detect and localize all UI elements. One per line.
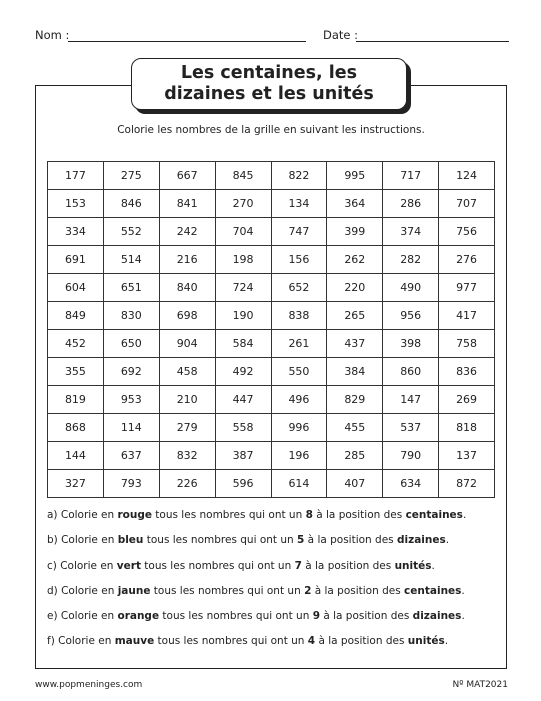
grid-cell[interactable]: 724 (215, 274, 271, 302)
task-color: rouge (117, 509, 152, 521)
grid-cell[interactable]: 758 (439, 330, 495, 358)
grid-cell[interactable]: 137 (439, 442, 495, 470)
grid-cell[interactable]: 819 (48, 386, 104, 414)
task-mid: tous les nombres qui ont un (140, 559, 295, 572)
grid-cell[interactable]: 838 (271, 302, 327, 330)
task-prefix: c) Colorie en (47, 559, 117, 572)
task-color: vert (116, 559, 141, 572)
grid-cell[interactable]: 458 (159, 358, 215, 386)
grid-cell[interactable]: 355 (48, 358, 104, 386)
task-position: unités (407, 635, 445, 648)
grid-cell[interactable]: 860 (383, 358, 439, 386)
grid-cell[interactable]: 447 (215, 386, 271, 414)
grid-cell[interactable]: 216 (159, 246, 215, 274)
title-box (131, 58, 407, 110)
task-digit: 8 (305, 509, 313, 521)
grid-cell[interactable]: 840 (159, 274, 215, 302)
grid-cell[interactable]: 124 (439, 162, 495, 190)
task-position: dizaines (397, 534, 446, 547)
task-item (47, 560, 497, 585)
grid-cell[interactable]: 437 (327, 330, 383, 358)
grid-cell[interactable]: 275 (103, 162, 159, 190)
grid-cell[interactable]: 692 (103, 358, 159, 386)
task-color: orange (117, 610, 160, 623)
task-position: dizaines (412, 610, 462, 623)
grid-cell[interactable]: 399 (327, 218, 383, 246)
grid-row (48, 386, 495, 414)
grid-row (48, 414, 495, 442)
task-position: centaines (404, 584, 462, 597)
task-color: bleu (117, 534, 144, 547)
grid-cell[interactable]: 747 (271, 218, 327, 246)
grid-row (48, 442, 495, 470)
grid-cell[interactable]: 242 (159, 218, 215, 246)
task-digit: 7 (294, 559, 302, 572)
grid-row (48, 358, 495, 386)
grid-cell[interactable]: 417 (439, 302, 495, 330)
grid-cell[interactable]: 537 (383, 414, 439, 442)
grid-cell[interactable]: 177 (48, 162, 104, 190)
grid-cell[interactable]: 836 (439, 358, 495, 386)
grid-cell[interactable]: 265 (327, 302, 383, 330)
grid-cell[interactable]: 114 (103, 414, 159, 442)
grid-cell[interactable]: 584 (215, 330, 271, 358)
grid-cell[interactable]: 384 (327, 358, 383, 386)
task-mid2: à la position des (315, 635, 408, 648)
grid-cell[interactable]: 756 (439, 218, 495, 246)
task-end: . (461, 584, 465, 597)
grid-cell[interactable]: 144 (48, 442, 104, 470)
grid-row (48, 218, 495, 246)
grid-cell[interactable]: 956 (383, 302, 439, 330)
number-grid (47, 161, 495, 498)
grid-cell[interactable]: 667 (159, 162, 215, 190)
grid-row (48, 330, 495, 358)
task-position: centaines (405, 509, 463, 521)
grid-cell[interactable]: 832 (159, 442, 215, 470)
task-item (47, 585, 497, 610)
grid-cell[interactable]: 398 (383, 330, 439, 358)
task-end: . (444, 635, 449, 648)
name-label: Nom : (35, 28, 70, 42)
task-mid: tous les nombres qui ont un (154, 635, 308, 648)
grid-cell[interactable]: 634 (383, 470, 439, 498)
task-end: . (461, 610, 465, 623)
task-color: mauve (114, 635, 155, 648)
task-digit: 5 (297, 534, 305, 547)
grid-cell[interactable]: 550 (271, 358, 327, 386)
grid-cell[interactable]: 490 (383, 274, 439, 302)
grid-cell[interactable]: 374 (383, 218, 439, 246)
grid-cell[interactable]: 868 (48, 414, 104, 442)
grid-row (48, 162, 495, 190)
task-mid2: à la position des (320, 610, 413, 623)
instructions-text: Colorie les nombres de la grille en suivant les instructions. (117, 124, 425, 136)
footer-website: www.popmeninges.com (35, 680, 143, 690)
task-item (47, 509, 497, 534)
task-mid: tous les nombres qui ont un (150, 584, 305, 597)
grid-cell[interactable]: 698 (159, 302, 215, 330)
grid-row (48, 190, 495, 218)
grid-cell[interactable]: 364 (327, 190, 383, 218)
grid-cell[interactable]: 830 (103, 302, 159, 330)
grid-cell[interactable]: 134 (271, 190, 327, 218)
grid-cell[interactable]: 558 (215, 414, 271, 442)
grid-cell[interactable]: 282 (383, 246, 439, 274)
grid-cell[interactable]: 707 (439, 190, 495, 218)
grid-cell[interactable]: 276 (439, 246, 495, 274)
grid-cell[interactable]: 492 (215, 358, 271, 386)
grid-cell[interactable]: 846 (103, 190, 159, 218)
footer-code: Nº MAT2021 (452, 680, 508, 690)
grid-cell[interactable]: 279 (159, 414, 215, 442)
task-position: unités (394, 559, 432, 572)
task-item (47, 635, 497, 660)
task-prefix: f) Colorie en (47, 635, 115, 648)
grid-cell[interactable]: 147 (383, 386, 439, 414)
grid-cell[interactable]: 650 (103, 330, 159, 358)
task-mid: tous les nombres qui ont un (159, 610, 313, 623)
grid-cell[interactable]: 286 (383, 190, 439, 218)
task-list (47, 509, 497, 661)
grid-cell[interactable]: 514 (103, 246, 159, 274)
grid-cell[interactable]: 953 (103, 386, 159, 414)
task-digit: 2 (304, 584, 312, 597)
grid-cell[interactable]: 190 (215, 302, 271, 330)
task-mid2: à la position des (301, 559, 395, 572)
name-line[interactable] (68, 41, 306, 42)
grid-cell[interactable]: 822 (271, 162, 327, 190)
task-mid2: à la position des (311, 584, 405, 597)
task-mid: tous les nombres qui ont un (143, 534, 298, 547)
grid-row (48, 274, 495, 302)
task-mid2: à la position des (304, 534, 397, 547)
grid-cell[interactable]: 872 (439, 470, 495, 498)
grid-cell[interactable]: 153 (48, 190, 104, 218)
grid-cell[interactable]: 704 (215, 218, 271, 246)
grid-cell[interactable]: 691 (48, 246, 104, 274)
date-label: Date : (323, 28, 359, 42)
grid-cell[interactable]: 637 (103, 442, 159, 470)
grid-cell[interactable]: 845 (215, 162, 271, 190)
task-end: . (445, 534, 450, 547)
task-color: jaune (117, 584, 151, 597)
task-mid2: à la position des (312, 509, 406, 521)
grid-cell[interactable]: 452 (48, 330, 104, 358)
grid-cell[interactable]: 651 (103, 274, 159, 302)
task-mid: tous les nombres qui ont un (151, 509, 306, 521)
grid-cell[interactable]: 270 (215, 190, 271, 218)
grid-row (48, 302, 495, 330)
grid-cell[interactable]: 269 (439, 386, 495, 414)
grid-cell[interactable]: 829 (327, 386, 383, 414)
grid-cell[interactable]: 210 (159, 386, 215, 414)
grid-cell[interactable]: 334 (48, 218, 104, 246)
task-item (47, 534, 497, 559)
grid-row (48, 246, 495, 274)
grid-cell[interactable]: 841 (159, 190, 215, 218)
grid-cell[interactable]: 995 (327, 162, 383, 190)
grid-cell[interactable]: 226 (159, 470, 215, 498)
grid-cell[interactable]: 904 (159, 330, 215, 358)
page-title: Les centaines, les dizaines et les unités (164, 63, 374, 104)
grid-cell[interactable]: 407 (327, 470, 383, 498)
grid-cell[interactable]: 552 (103, 218, 159, 246)
task-item (47, 610, 497, 635)
grid-cell[interactable]: 198 (215, 246, 271, 274)
grid-cell[interactable]: 285 (327, 442, 383, 470)
task-digit: 9 (312, 610, 320, 623)
date-line[interactable] (356, 41, 509, 42)
grid-cell[interactable]: 652 (271, 274, 327, 302)
task-end: . (431, 559, 435, 572)
grid-cell[interactable]: 717 (383, 162, 439, 190)
grid-cell[interactable]: 790 (383, 442, 439, 470)
grid-cell[interactable]: 196 (271, 442, 327, 470)
grid-cell[interactable]: 496 (271, 386, 327, 414)
task-prefix: b) Colorie en (47, 534, 118, 547)
grid-cell[interactable]: 849 (48, 302, 104, 330)
grid-cell[interactable]: 387 (215, 442, 271, 470)
grid-cell[interactable]: 614 (271, 470, 327, 498)
task-prefix: e) Colorie en (47, 610, 118, 623)
task-digit: 4 (307, 635, 316, 648)
task-end: . (462, 509, 467, 521)
grid-cell[interactable]: 793 (103, 470, 159, 498)
grid-cell[interactable]: 261 (271, 330, 327, 358)
grid-cell[interactable]: 156 (271, 246, 327, 274)
grid-cell[interactable]: 996 (271, 414, 327, 442)
grid-cell[interactable]: 327 (48, 470, 104, 498)
grid-row (48, 470, 495, 498)
grid-cell[interactable]: 262 (327, 246, 383, 274)
grid-cell[interactable]: 818 (439, 414, 495, 442)
task-prefix: d) Colorie en (47, 584, 118, 597)
grid-cell[interactable]: 604 (48, 274, 104, 302)
task-prefix: a) Colorie en (47, 509, 118, 521)
grid-cell[interactable]: 977 (439, 274, 495, 302)
header-row (0, 28, 541, 48)
grid-cell[interactable]: 596 (215, 470, 271, 498)
grid-cell[interactable]: 220 (327, 274, 383, 302)
grid-cell[interactable]: 455 (327, 414, 383, 442)
